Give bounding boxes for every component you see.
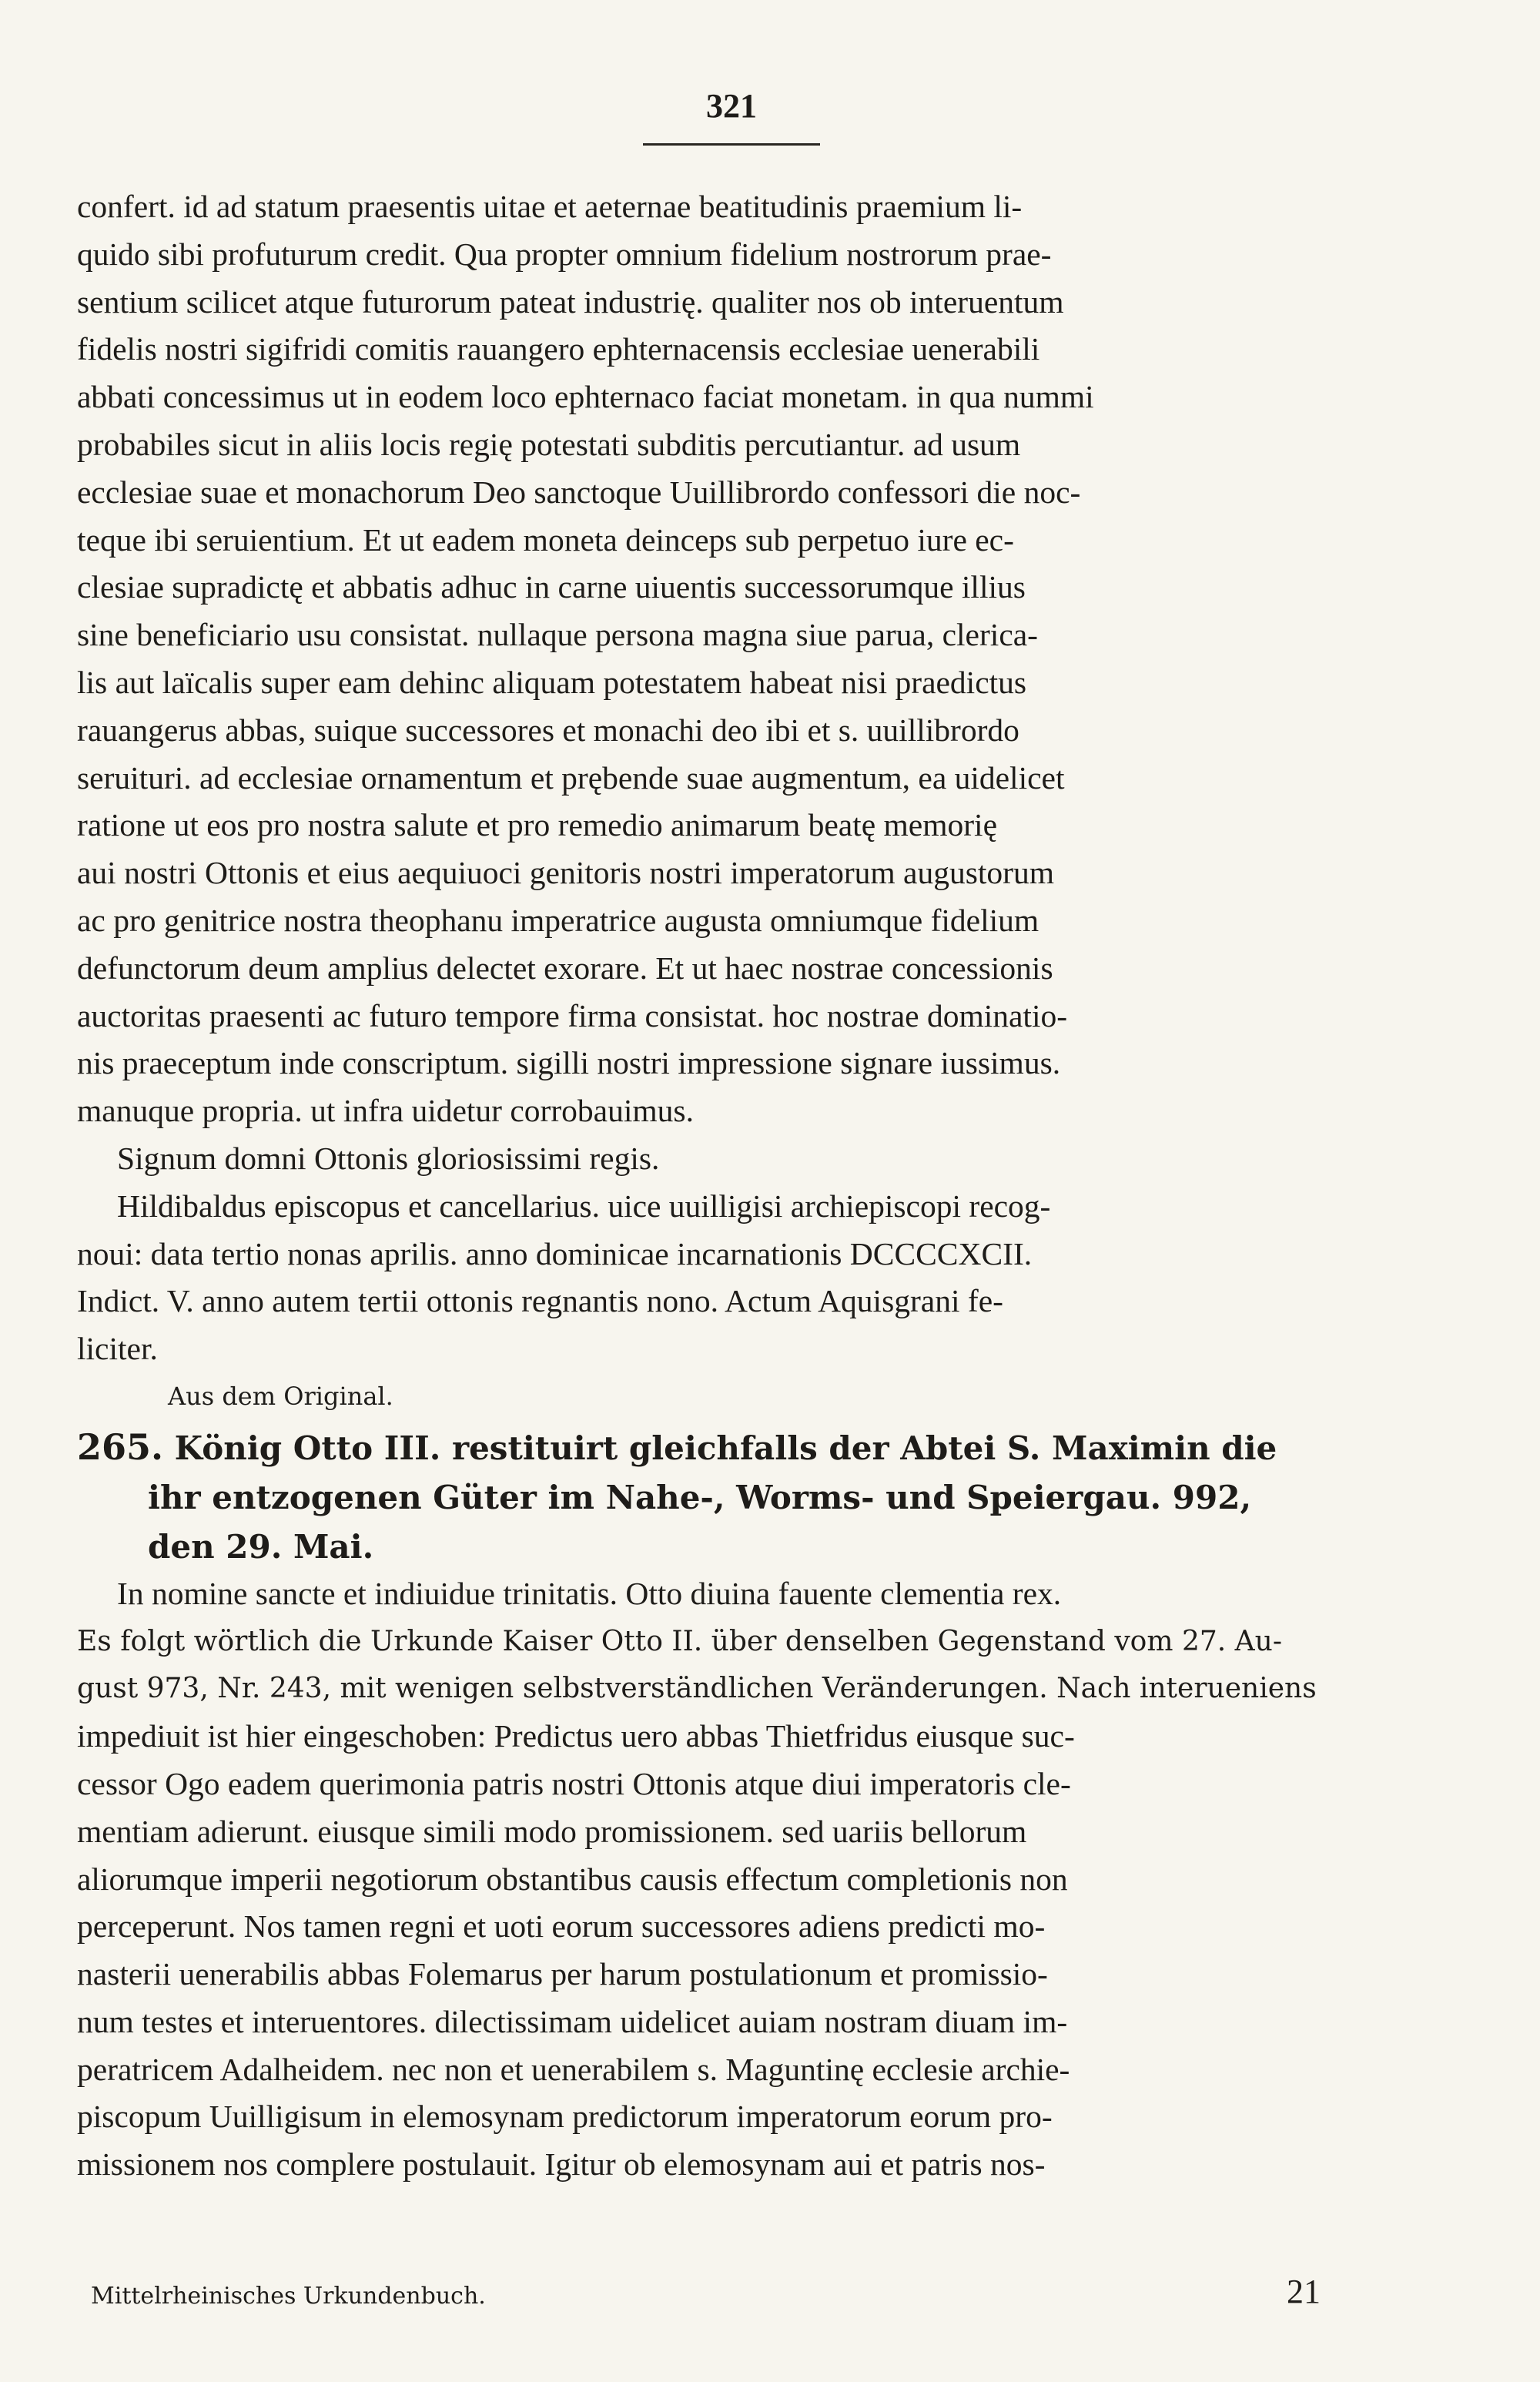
charter-line: quido sibi profuturum credit. Qua propter omnium fidelium nostrorum prae-: [77, 236, 1052, 272]
charter-line: defunctorum deum amplius delectet exorare. Et ut haec nostrae concessionis: [77, 950, 1053, 986]
charter-line: nis praeceptum inde conscriptum. sigilli nostri impressione signare iussimus.: [77, 1045, 1061, 1081]
page-footer: [77, 2272, 1471, 2318]
entry-text-line: Es folgt wörtlich die Urkunde Kaiser Otto II. über denselben Gegenstand vom 27. Au-: [77, 1625, 1282, 1657]
entry-text-line: mentiam adierunt. eiusque simili modo promissionem. sed uariis bellorum: [77, 1813, 1027, 1849]
charter-line: ecclesiae suae et monachorum Deo sanctoque Uuillibrordo confessori die noc-: [77, 474, 1081, 510]
charter-line: clesiae supradictę et abbatis adhuc in carne uiuentis successorumque illius: [77, 569, 1026, 605]
charter-line: ratione ut eos pro nostra salute et pro remedio animarum beatę memorię: [77, 807, 998, 843]
entry-text-line: gust 973, Nr. 243, mit wenigen selbstverständlichen Veränderungen. Nach interueniens: [77, 1673, 1317, 1705]
charter-line: manuque propria. ut infra uidetur corrobauimus.: [77, 1093, 694, 1129]
page-number: 321: [706, 87, 757, 125]
entry-text-line: piscopum Uuilligisum in elemosynam predictorum imperatorum eorum pro-: [77, 2099, 1053, 2135]
charter-line: rauangerus abbas, suique successores et monachi deo ibi et s. uuillibrordo: [77, 712, 1019, 748]
entry-text-line: peratricem Adalheidem. nec non et uenerabilem s. Maguntinę ecclesie archie-: [77, 2051, 1070, 2087]
charter-line: teque ibi seruientium. Et ut eadem moneta deinceps sub perpetuo iure ec-: [77, 521, 1014, 558]
footer-book-title: Mittelrheinisches Urkundenbuch.: [91, 2283, 486, 2310]
entry-text-line: cessor Ogo eadem querimonia patris nostri Ottonis atque diui imperatoris cle-: [77, 1765, 1071, 1801]
charter-line: sine beneficiario usu consistat. nullaque persona magna siue parua, clerica-: [77, 617, 1038, 653]
entry-text-line: num testes et interuentores. dilectissimam uidelicet auiam nostram diuam im-: [77, 2003, 1068, 2039]
entry-heading-line: ihr entzogenen Güter im Nahe-, Worms- und Speiergau. 992,: [148, 1478, 1252, 1516]
charter-line: confert. id ad statum praesentis uitae et aeternae beatitudinis praemium li-: [77, 189, 1023, 224]
header-rule: [643, 143, 820, 146]
charter-line: ac pro genitrice nostra theophanu imperatrice augusta omniumque fidelium: [77, 902, 1040, 938]
entry-text-line: perceperunt. Nos tamen regni et uoti eorum successores adiens predicti mo-: [77, 1908, 1046, 1945]
source-note: Aus dem Original.: [168, 1381, 393, 1411]
recognition-line: Hildibaldus episcopus et cancellarius. uice uuilligisi archiepiscopi recog-: [117, 1188, 1051, 1224]
recognition-line: liciter.: [77, 1331, 158, 1367]
charter-line: abbati concessimus ut in eodem loco ephternaco faciat monetam. in qua nummi: [77, 379, 1094, 415]
entry-text-line: aliorumque imperii negotiorum obstantibus causis effectum completionis non: [77, 1861, 1068, 1897]
entry-text-line: nasterii uenerabilis abbas Folemarus per harum postulationum et promissio-: [77, 1956, 1048, 1992]
charter-line: auctoritas praesenti ac futuro tempore firma consistat. hoc nostrae dominatio-: [77, 997, 1068, 1034]
entry-text-line: In nomine sancte et indiuidue trinitatis. Otto diuina fauente clementia rex.: [117, 1575, 1062, 1611]
recognition-line: noui: data tertio nonas aprilis. anno dominicae incarnationis DCCCCXCII.: [77, 1235, 1033, 1271]
charter-line: aui nostri Ottonis et eius aequiuoci genitoris nostri imperatorum augustorum: [77, 855, 1054, 891]
entry-heading-line: den 29. Mai.: [148, 1527, 374, 1566]
charter-line: lis aut laïcalis super eam dehinc aliquam potestatem habeat nisi praedictus: [77, 664, 1027, 700]
recognition-line: Indict. V. anno autem tertii ottonis regnantis nono. Actum Aquisgrani fe-: [77, 1283, 1003, 1319]
charter-line: probabiles sicut in aliis locis regię potestati subditis percutiantur. ad usum: [77, 426, 1021, 462]
entry-text-line: missionem nos complere postulauit. Igitur ob elemosynam aui et patris nos-: [77, 2146, 1046, 2183]
signum-line: Signum domni Ottonis gloriosissimi regis.: [117, 1140, 660, 1176]
entry-text-line: impediuit ist hier eingeschoben: Predictus uero abbas Thietfridus eiusque suc-: [77, 1718, 1075, 1754]
charter-line: seruituri. ad ecclesiae ornamentum et prębende suae augmentum, ea uidelicet: [77, 759, 1065, 796]
entry-number: 265.: [77, 1426, 164, 1468]
entry-heading-text: König Otto III. restituirt gleichfalls der Abtei S. Maximin die: [174, 1429, 1277, 1467]
charter-line: sentium scilicet atque futurorum pateat industrię. qualiter nos ob interuentum: [77, 283, 1064, 320]
footer-signature-number: 21: [1287, 2273, 1321, 2310]
body-text: [77, 183, 1471, 2189]
charter-line: fidelis nostri sigifridi comitis rauangero ephternacensis ecclesiae uenerabili: [77, 331, 1040, 367]
entry-heading: [77, 1424, 1471, 1472]
